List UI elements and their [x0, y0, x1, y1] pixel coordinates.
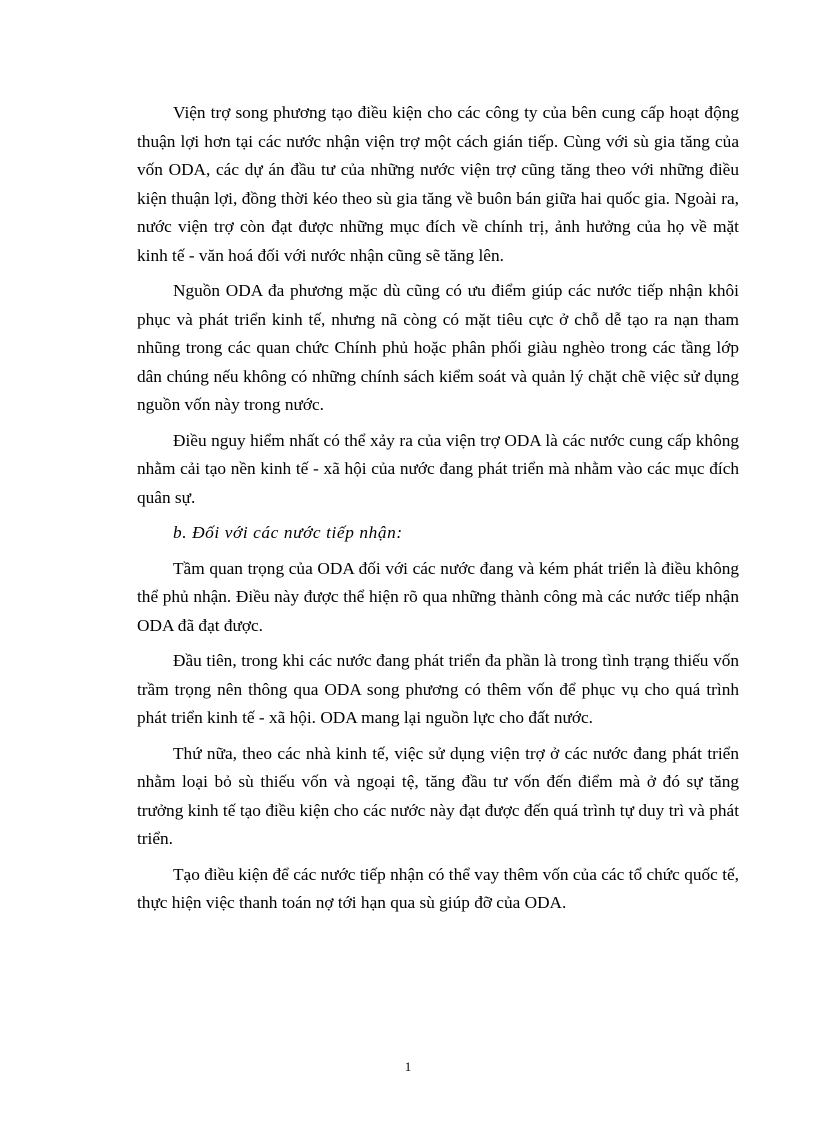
page-number: 1	[404, 1059, 412, 1074]
paragraph-multilateral-oda: Nguồn ODA đa phương mặc dù cũng có ưu điểm giúp các nước tiếp nhận khôi phục và phát triển kinh tế, nhưng nã còng có mặt tiêu cực ở chỗ dễ tạo ra nạn tham nhũng trong các quan chức Chính phủ hoặc phân phối giàu nghèo trong các tầng lớp dân chúng nếu không có những chính sách kiểm soát và quản lý chặt chẽ việc sử dụng nguồn vốn này trong nước.	[137, 281, 739, 414]
paragraph-loans: Tạo điều kiện để các nước tiếp nhận có thể vay thêm vốn của các tổ chức quốc tế, thực hiện việc thanh toán nợ tới hạn qua sù giúp đỡ của ODA.	[137, 864, 739, 912]
document-body	[137, 99, 739, 925]
paragraph-second-point: Thứ nữa, theo các nhà kinh tế, việc sử dụng viện trợ ở các nước đang phát triển nhằm loại bỏ sù thiếu vốn và ngoại tệ, tăng đầu tư vốn đến điểm mà ở đó sự tăng trưởng kinh tế tạo điều kiện cho các nước này đạt được đến quá trình tự duy trì và phát triển.	[137, 743, 739, 848]
paragraph-first-point: Đầu tiên, trong khi các nước đang phát triển đa phần là trong tình trạng thiếu vốn trầm trọng nên thông qua ODA song phương có thêm vốn để phục vụ cho quá trình phát triển kinh tế - xã hội. ODA mang lại nguồn lực cho đất nước.	[137, 651, 739, 727]
paragraph-bilateral-aid: Viện trợ song phương tạo điều kiện cho các công ty của bên cung cấp hoạt động thuận lợi hơn tại các nước nhận viện trợ một cách gián tiếp. Cùng với sù gia tăng của vốn ODA, các dự án đầu tư của những nước viện trợ cũng tăng theo với những điều kiện thuận lợi, đồng thời kéo theo sù gia tăng về buôn bán giữa hai quốc gia. Ngoài ra, nước viện trợ còn đạt được những mục đích về chính trị, ảnh hưởng của họ về mặt kinh tế - văn hoá đối với nước nhận cũng sẽ tăng lên.	[137, 103, 739, 265]
section-subheading: b. Đối với các nước tiếp nhận:	[173, 523, 403, 542]
paragraph-military-risk: Điều nguy hiểm nhất có thể xảy ra của viện trợ ODA là các nước cung cấp không nhằm cải tạo nền kinh tế - xã hội của nước đang phát triển mà nhằm vào các mục đích quân sự.	[137, 430, 739, 507]
paragraph-importance: Tầm quan trọng của ODA đối với các nước đang và kém phát triển là điều không thể phủ nhận. Điều này được thể hiện rõ qua những thành công mà các nước tiếp nhận ODA đã đạt được.	[137, 558, 739, 635]
